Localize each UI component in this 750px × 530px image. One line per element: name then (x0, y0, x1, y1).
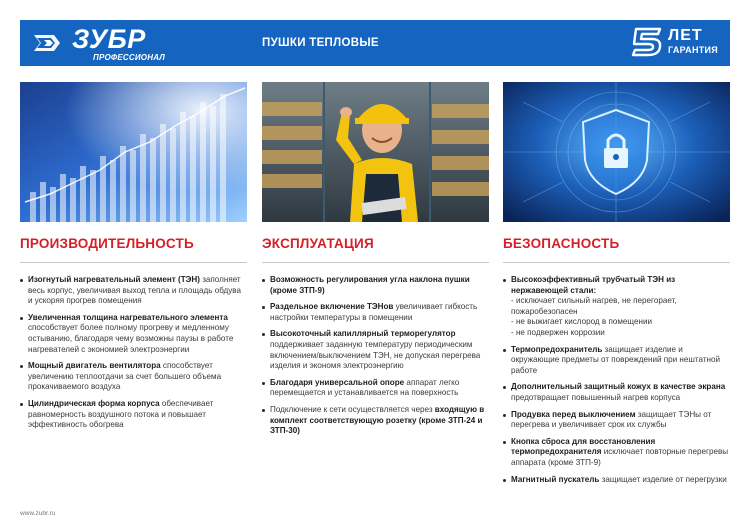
list-item (262, 405, 489, 437)
section-heading: ЭКСПЛУАТАЦИЯ (262, 236, 374, 251)
item-text: защищает ТЭНы от перегрева и увеличивает срок их службы (511, 409, 712, 430)
item-text: защищает изделие и окружающие предметы от повреждений при нештатной работе (511, 344, 721, 375)
item-title: Возможность регулирования угла наклона пушки (кроме ЗТП-9) (270, 275, 470, 295)
item-title: Кнопка сброса для восстановления термопредохранителя (511, 436, 656, 457)
shield-image (503, 82, 730, 222)
item-title: Высокоточный капиллярный терморегулятор (270, 329, 456, 339)
item-text: предотвращает повышенный нагрев корпуса (511, 392, 681, 402)
photo-worker (262, 82, 489, 222)
feature-list (20, 275, 247, 431)
item-text: способствует более полному прогреву и медленному остыванию, благодаря чему возможны паузы в работе нагревателей с экономией электроэнергии (28, 323, 234, 354)
warranty-five-icon (630, 27, 664, 57)
section-heading: БЕЗОПАСНОСТЬ (503, 236, 620, 251)
section-operation (262, 236, 489, 443)
item-title: Цилиндрическая форма корпуса (28, 398, 160, 408)
list-item (503, 410, 730, 431)
item-text: защищает изделие от перегрузки (599, 474, 727, 484)
bar-chart-image (20, 82, 247, 222)
item-subline: - не выжигает кислород в помещении (511, 317, 652, 327)
list-item (262, 275, 489, 296)
list-item (503, 475, 730, 486)
divider (503, 262, 730, 263)
item-title: Раздельное включение ТЭНов (270, 302, 394, 312)
brand-logo[interactable] (34, 26, 194, 62)
worker-image (262, 82, 489, 222)
warranty-years: ЛЕТ (668, 27, 703, 44)
item-title: Высокоэффективный трубчатый ТЭН из нержавеющей стали: (511, 275, 676, 295)
photo-chart (20, 82, 247, 222)
list-item (20, 399, 247, 431)
section-heading: ПРОИЗВОДИТЕЛЬНОСТЬ (20, 236, 194, 251)
brand-subtitle: ПРОФЕССИОНАЛ (93, 53, 165, 62)
item-title: Дополнительный защитный кожух в качестве экрана (511, 382, 726, 392)
feature-list (503, 275, 730, 485)
list-item (503, 345, 730, 377)
list-item (262, 329, 489, 371)
warranty-label: ГАРАНТИЯ (668, 45, 719, 55)
section-safety (503, 236, 730, 491)
divider (20, 262, 247, 263)
footer-url[interactable]: www.zubr.ru (20, 510, 56, 517)
list-item (20, 313, 247, 355)
page-title: ПУШКИ ТЕПЛОВЫЕ (262, 37, 379, 49)
item-text: исключает повторные перегревы аппарата (кроме ЗТП-9) (511, 447, 729, 467)
item-text: заполняет весь корпус, увеличивая выход тепла и площадь обдува и ускоряя прогрев помещения (28, 275, 241, 306)
brand-name: ЗУБР (72, 24, 146, 54)
item-title: Мощный двигатель вентилятора (28, 361, 161, 371)
item-text: способствует увеличению теплоотдачи за счет большего объема прокачиваемого воздуха (28, 361, 222, 392)
item-subline: - исключает сильный нагрев, не перегорает, пожаробезопасен (511, 296, 677, 316)
item-text: обеспечивает равномерность воздушного потока и повышает эффективность обогрева (28, 398, 214, 430)
item-subline: - не подвержен коррозии (511, 327, 605, 337)
list-item (503, 275, 730, 339)
feature-list (262, 275, 489, 437)
item-title: Изогнутый нагревательный элемент (ТЭН) (28, 275, 200, 284)
item-text: Подключение к сети осуществляется через (270, 404, 435, 414)
list-item (262, 378, 489, 399)
divider (262, 262, 489, 263)
photo-shield (503, 82, 730, 222)
item-title: входящую в комплект соответствующую розетку (кроме ЗТП-24 и ЗТП-30) (270, 404, 485, 436)
warranty-badge (630, 27, 720, 61)
item-title: Благодаря универсальной опоре (270, 377, 405, 387)
list-item (503, 437, 730, 469)
list-item (262, 302, 489, 323)
item-title: Продувка перед выключением (511, 409, 636, 419)
item-title: Магнитный пускатель (511, 474, 600, 484)
item-title: Увеличенная толщина нагревательного элемента (28, 312, 228, 322)
brand-arrows-icon (34, 32, 68, 54)
item-text: аппарат легко перемещается и устанавливается на поверхность (270, 377, 460, 398)
item-title: Термопредохранитель (511, 344, 603, 354)
header-banner (20, 20, 730, 66)
item-text: поддерживает заданную температуру периодическим включением/выключением ТЭН, не допуская перегрева изделия и экономя электроэнергию (270, 339, 481, 371)
list-item (20, 361, 247, 393)
item-text: увеличивает гибкость настройки температуры в помещении (270, 302, 478, 322)
section-performance (20, 236, 247, 437)
list-item (20, 275, 247, 307)
list-item (503, 382, 730, 403)
